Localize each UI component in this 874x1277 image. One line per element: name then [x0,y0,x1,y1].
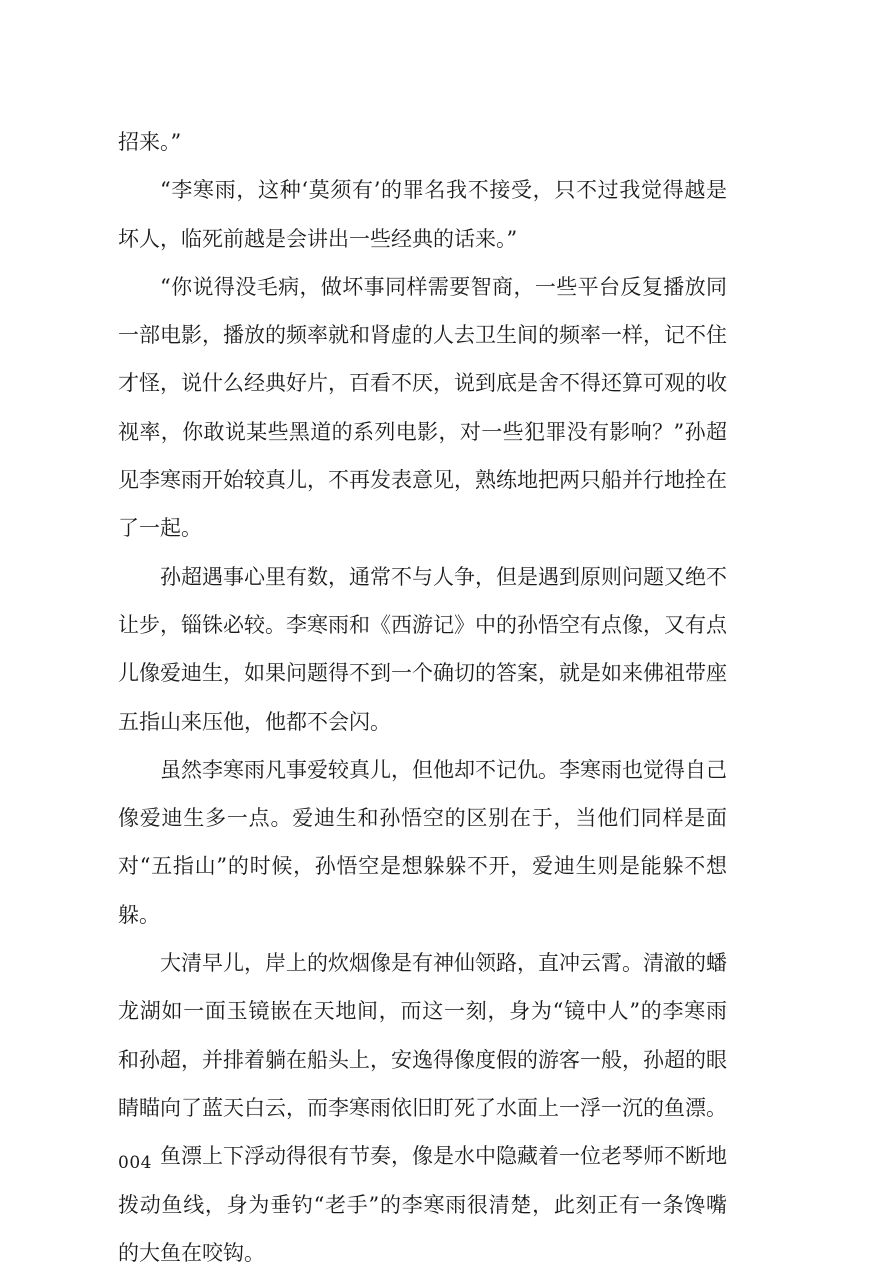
page-number: 004 [118,1153,152,1173]
paragraph: 大清早儿，岸上的炊烟像是有神仙领路，直冲云霄。清澈的蟠龙湖如一面玉镜嵌在天地间，而这一刻，身为“镜中人”的李寒雨和孙超，并排着躺在船头上，安逸得像度假的游客一般，孙超的眼睛瞄向了蓝天白云，而李寒雨依旧盯死了水面上一浮一沉的鱼漂。 [118,951,727,1120]
body-text [118,118,727,1277]
paragraph-continued: 招来。” [118,130,182,154]
paragraph: 虽然李寒雨凡事爱较真儿，但他却不记仇。李寒雨也觉得自己像爱迪生多一点。爱迪生和孙悟空的区别在于，当他们同样是面对“五指山”的时候，孙悟空是想躲躲不开，爱迪生则是能躲不想躲。 [118,757,727,927]
paragraph: “李寒雨，这种‘莫须有’的罪名我不接受，只不过我觉得越是坏人，临死前越是会讲出一些经典的话来。” [118,178,727,251]
paragraph: 鱼漂上下浮动得很有节奏，像是水中隐藏着一位老琴师不断地拨动鱼线，身为垂钓“老手”的李寒雨很清楚，此刻正有一条馋嘴的大鱼在咬钩。 [118,1144,727,1265]
paragraph: “你说得没毛病，做坏事同样需要智商，一些平台反复播放同一部电影，播放的频率就和肾虚的人去卫生间的频率一样，记不住才怪，说什么经典好片，百看不厌，说到底是舍不得还算可观的收视率，你敢说某些黑道的系列电影，对一些犯罪没有影响？”孙超见李寒雨开始较真儿，不再发表意见，熟练地把两只船并行地拴在了一起。 [118,274,727,541]
paragraph: 孙超遇事心里有数，通常不与人争，但是遇到原则问题又绝不让步，锱铢必较。李寒雨和《西游记》中的孙悟空有点像，又有点儿像爱迪生，如果问题得不到一个确切的答案，就是如来佛祖带座五指山来压他，他都不会闪。 [118,564,727,734]
